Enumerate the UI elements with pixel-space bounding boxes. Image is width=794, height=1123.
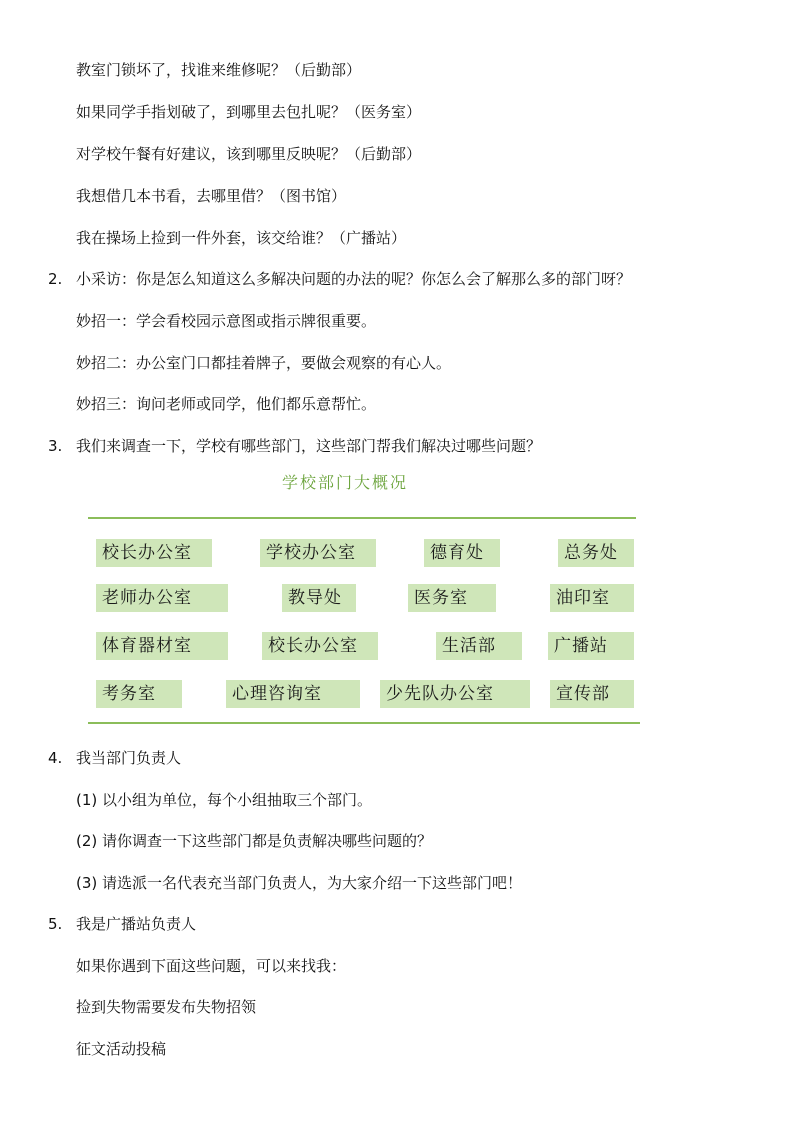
department-chip: 宣传部 bbox=[550, 680, 634, 708]
text-line: 对学校午餐有好建议，该到哪里反映呢？（后勤部） bbox=[76, 145, 422, 163]
item-number: 5. bbox=[48, 915, 63, 933]
text-line: 我在操场上捡到一件外套，该交给谁？（广播站） bbox=[76, 229, 407, 247]
text-line: 征文活动投稿 bbox=[76, 1040, 167, 1058]
sub-item: (1) 以小组为单位，每个小组抽取三个部门。 bbox=[76, 791, 373, 809]
departments-title: 学校部门大概况 bbox=[281, 473, 408, 492]
department-chip: 广播站 bbox=[548, 632, 634, 660]
sub-item: (2) 请你调查一下这些部门都是负责解决哪些问题的？ bbox=[76, 832, 433, 850]
department-chip: 校长办公室 bbox=[96, 539, 212, 567]
department-chip: 生活部 bbox=[436, 632, 522, 660]
department-chip: 心理咨询室 bbox=[226, 680, 360, 708]
department-chip: 总务处 bbox=[558, 539, 634, 567]
department-chip: 老师办公室 bbox=[96, 584, 228, 612]
department-chip: 考务室 bbox=[96, 680, 182, 708]
department-chip: 德育处 bbox=[424, 539, 500, 567]
tip-line: 妙招一：学会看校园示意图或指示牌很重要。 bbox=[76, 312, 377, 330]
item-number: 2. bbox=[48, 270, 63, 288]
department-chip: 学校办公室 bbox=[260, 539, 376, 567]
department-chip: 教导处 bbox=[282, 584, 356, 612]
item-number: 4. bbox=[48, 749, 63, 767]
department-chip: 少先队办公室 bbox=[380, 680, 530, 708]
section-title: 我是广播站负责人 bbox=[76, 915, 197, 933]
text-line: 如果你遇到下面这些问题，可以来找我： bbox=[76, 957, 347, 975]
department-chip: 校长办公室 bbox=[262, 632, 378, 660]
tip-line: 妙招三：询问老师或同学，他们都乐意帮忙。 bbox=[76, 395, 377, 413]
interview-question: 小采访：你是怎么知道这么多解决问题的办法的呢？你怎么会了解那么多的部门呀？ bbox=[76, 270, 632, 288]
text-line: 我想借几本书看，去哪里借？（图书馆） bbox=[76, 187, 347, 205]
department-chip: 体育器材室 bbox=[96, 632, 228, 660]
section-title: 我当部门负责人 bbox=[76, 749, 182, 767]
text-line: 如果同学手指划破了，到哪里去包扎呢？（医务室） bbox=[76, 103, 422, 121]
divider-top bbox=[88, 517, 636, 519]
text-line: 捡到失物需要发布失物招领 bbox=[76, 998, 257, 1016]
text-line: 教室门锁坏了，找谁来维修呢？（后勤部） bbox=[76, 61, 362, 79]
department-chip: 医务室 bbox=[408, 584, 496, 612]
survey-question: 我们来调查一下，学校有哪些部门，这些部门帮我们解决过哪些问题？ bbox=[76, 437, 542, 455]
tip-line: 妙招二：办公室门口都挂着牌子，要做会观察的有心人。 bbox=[76, 354, 452, 372]
item-number: 3. bbox=[48, 437, 63, 455]
divider-bottom bbox=[88, 722, 640, 724]
sub-item: (3) 请选派一名代表充当部门负责人，为大家介绍一下这些部门吧！ bbox=[76, 874, 523, 892]
department-chip: 油印室 bbox=[550, 584, 634, 612]
